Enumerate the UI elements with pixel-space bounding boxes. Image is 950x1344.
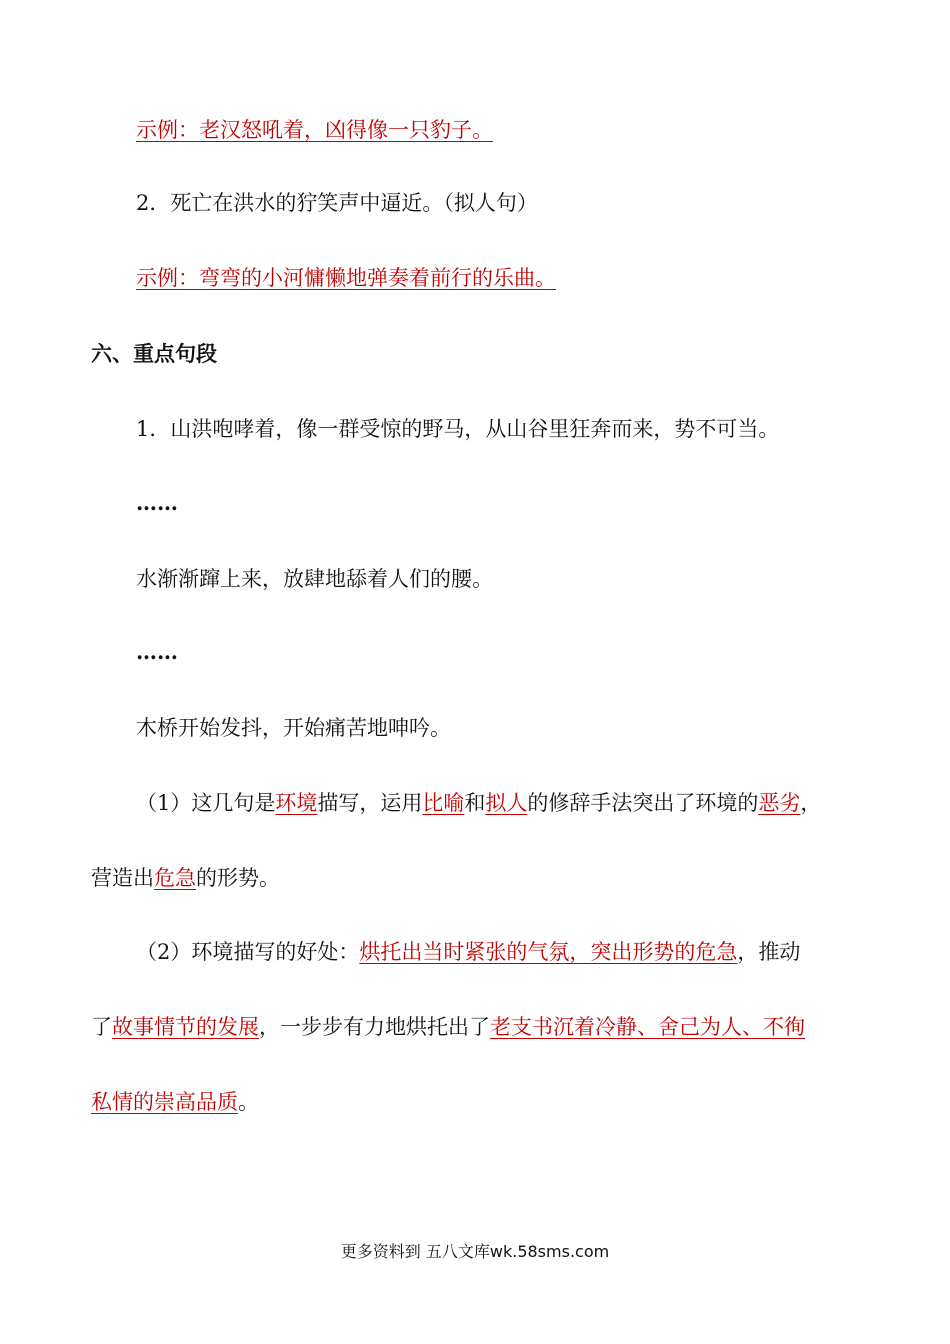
ellipsis: …… bbox=[136, 639, 178, 664]
analysis-text: 和 bbox=[464, 791, 486, 815]
key-sentence-1: 1．山洪咆哮着，像一群受惊的野马，从山谷里狂奔而来，势不可当。 bbox=[136, 417, 780, 441]
answer-blank: 老支书沉着冷静、舍己为人、不徇 bbox=[490, 1015, 805, 1039]
page-footer: 更多资料到 五八文库wk.58sms.com bbox=[340, 1242, 610, 1261]
analysis-text: 的形势。 bbox=[196, 866, 280, 890]
analysis-text: ， bbox=[800, 791, 822, 815]
answer-blank: 恶劣 bbox=[758, 791, 801, 815]
analysis-text: 了 bbox=[91, 1015, 112, 1039]
analysis-text: 描写，运用 bbox=[317, 791, 423, 815]
analysis-text: （1）这几句是 bbox=[136, 791, 276, 815]
key-sentence-2: 水渐渐蹿上来，放肆地舔着人们的腰。 bbox=[136, 567, 493, 591]
ellipsis: …… bbox=[136, 490, 178, 515]
answer-blank: 故事情节的发展 bbox=[112, 1015, 259, 1039]
answer-blank: 比喻 bbox=[422, 791, 465, 815]
analysis-text: 营造出 bbox=[91, 866, 154, 890]
analysis-2-line-2 bbox=[91, 1012, 805, 1042]
answer-blank: 拟人 bbox=[485, 791, 528, 815]
example-answer-1: 示例：老汉怒吼着，凶得像一只豹子。 bbox=[136, 118, 493, 142]
answer-blank: 危急 bbox=[154, 866, 196, 890]
analysis-text: ，推动 bbox=[737, 940, 801, 964]
key-sentence-3: 木桥开始发抖，开始痛苦地呻吟。 bbox=[136, 716, 451, 740]
analysis-text: （2）环境描写的好处： bbox=[136, 940, 360, 964]
analysis-2-line-1 bbox=[136, 937, 800, 967]
analysis-2-line-3 bbox=[91, 1087, 259, 1117]
analysis-1-line-2 bbox=[91, 863, 280, 893]
analysis-1-line-1 bbox=[136, 788, 821, 818]
example-answer-2: 示例：弯弯的小河慵懒地弹奏着前行的乐曲。 bbox=[136, 266, 556, 290]
analysis-text: 。 bbox=[238, 1090, 259, 1114]
answer-blank: 环境 bbox=[275, 791, 318, 815]
section-heading: 六、重点句段 bbox=[91, 341, 217, 366]
answer-blank: 私情的崇高品质 bbox=[91, 1090, 238, 1114]
analysis-text: ，一步步有力地烘托出了 bbox=[259, 1015, 490, 1039]
answer-blank: 烘托出当时紧张的气氛，突出形势的危急 bbox=[359, 940, 738, 964]
analysis-text: 的修辞手法突出了环境的 bbox=[527, 791, 759, 815]
question-2: 2．死亡在洪水的狞笑声中逼近。（拟人句） bbox=[136, 191, 538, 215]
